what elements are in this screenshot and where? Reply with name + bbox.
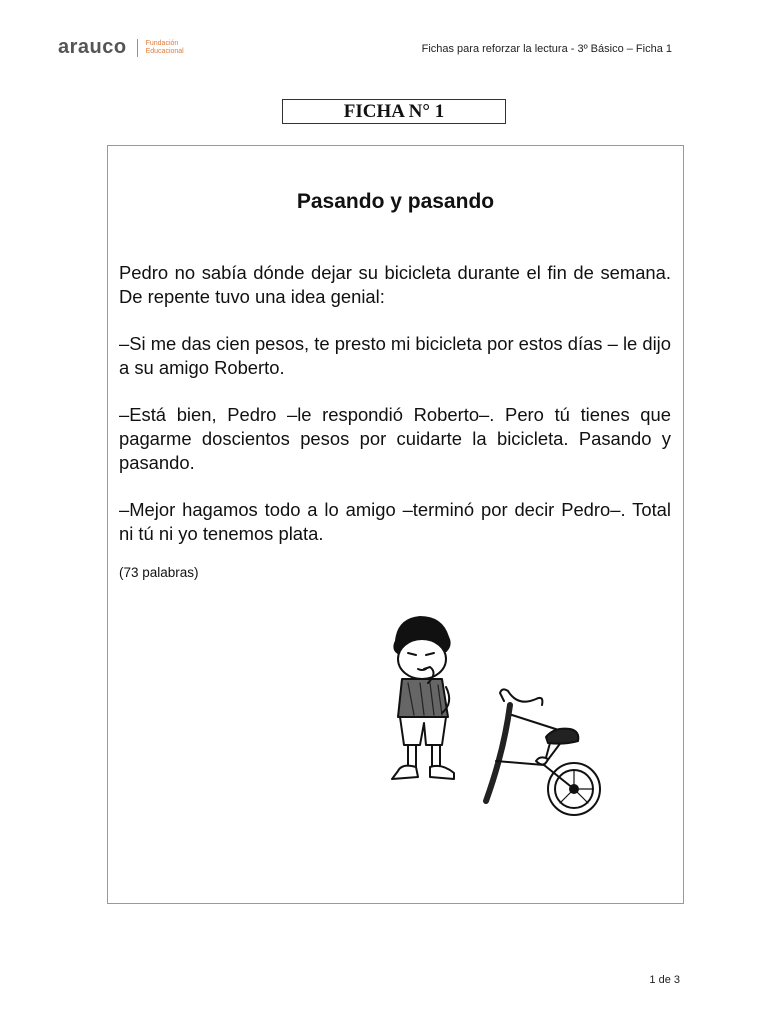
reading-panel [107,145,684,904]
boy-figure [392,617,454,779]
story-paragraph: Pedro no sabía dónde dejar su bicicleta durante el fin de semana. De repente tuvo una idea genial: [119,262,671,307]
arauco-logo [58,36,184,59]
story-paragraph: –Está bien, Pedro –le respondió Roberto–. Pero tú tienes que pagarme doscientos pesos por cuidarte la bicicleta. Pasando y pasando. [119,404,671,473]
word-count: (73 palabras) [119,565,199,580]
logo-wordmark: arauco [58,36,127,58]
ficha-label-box: FICHA N° 1 [282,99,506,124]
page-number: 1 de 3 [649,974,680,986]
story-paragraph: –Mejor hagamos todo a lo amigo –terminó por decir Pedro–. Total ni tú ni yo tenemos plata. [119,499,671,544]
logo-subtitle-line2: Educacional [145,47,184,55]
logo-subtitle-line1: Fundación [145,39,179,47]
boy-and-bicycle-illustration [368,611,608,831]
bicycle-figure [486,689,600,815]
story-title: Pasando y pasando [296,190,495,213]
story-paragraph: –Si me das cien pesos, te presto mi bicicleta por estos días – le dijo a su amigo Roberto. [119,333,671,378]
logo-subtitle [146,40,184,56]
header-series-title: Fichas para reforzar la lectura - 3º Básico – Ficha 1 [421,43,672,55]
story-body [119,261,671,580]
logo-divider [137,39,138,57]
